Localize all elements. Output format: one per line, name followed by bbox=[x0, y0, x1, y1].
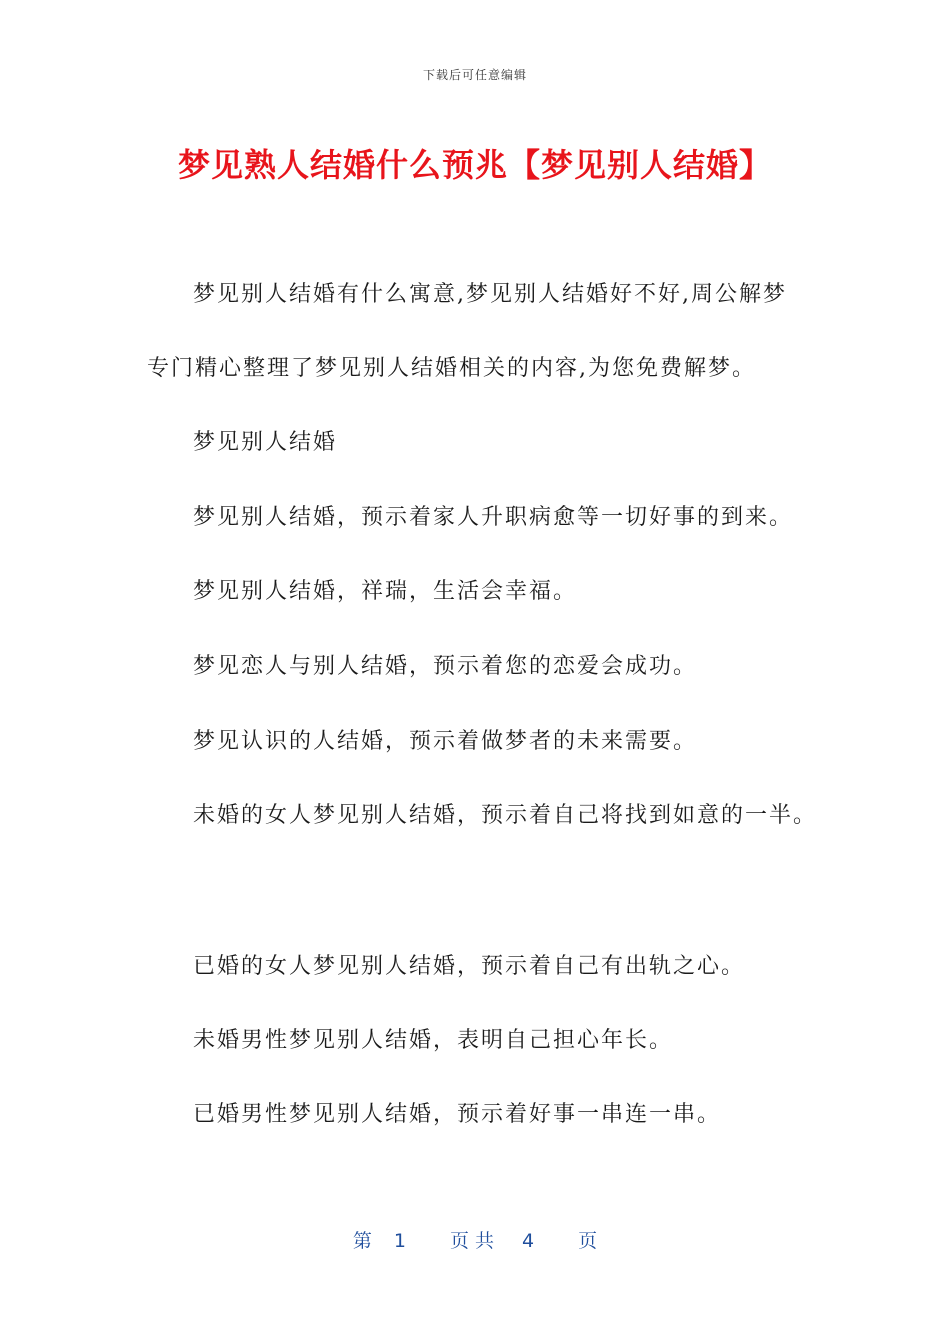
header-note: 下载后可任意编辑 bbox=[422, 68, 527, 82]
footer-suffix: 页 bbox=[578, 1230, 598, 1252]
subheading: 梦见别人结婚 bbox=[193, 430, 338, 455]
paragraph-3: 梦见恋人与别人结婚，预示着您的恋爱会成功。 bbox=[193, 654, 698, 679]
footer-middle: 页共 bbox=[449, 1230, 500, 1252]
paragraph-4: 梦见认识的人结婚，预示着做梦者的未来需要。 bbox=[193, 729, 698, 754]
paragraph-8: 已婚男性梦见别人结婚，预示着好事一串连一串。 bbox=[193, 1102, 722, 1127]
paragraph-6: 已婚的女人梦见别人结婚，预示着自己有出轨之心。 bbox=[193, 954, 746, 979]
intro-line-1: 梦见别人结婚有什么寓意,梦见别人结婚好不好,周公解梦 bbox=[193, 282, 787, 307]
paragraph-7: 未婚男性梦见别人结婚，表明自己担心年长。 bbox=[193, 1028, 674, 1053]
footer-page-number: 1 bbox=[393, 1230, 406, 1252]
paragraph-2: 梦见别人结婚，祥瑞，生活会幸福。 bbox=[193, 579, 578, 604]
page-footer bbox=[0, 1226, 950, 1253]
footer-prefix: 第 bbox=[352, 1230, 372, 1252]
intro-line-2: 专门精心整理了梦见别人结婚相关的内容,为您免费解梦。 bbox=[147, 356, 756, 381]
page-title: 梦见熟人结婚什么预兆【梦见别人结婚】 bbox=[177, 146, 772, 184]
paragraph-5: 未婚的女人梦见别人结婚，预示着自己将找到如意的一半。 bbox=[193, 803, 818, 828]
paragraph-1: 梦见别人结婚，预示着家人升职病愈等一切好事的到来。 bbox=[193, 505, 794, 530]
footer-total-pages: 4 bbox=[522, 1230, 535, 1252]
